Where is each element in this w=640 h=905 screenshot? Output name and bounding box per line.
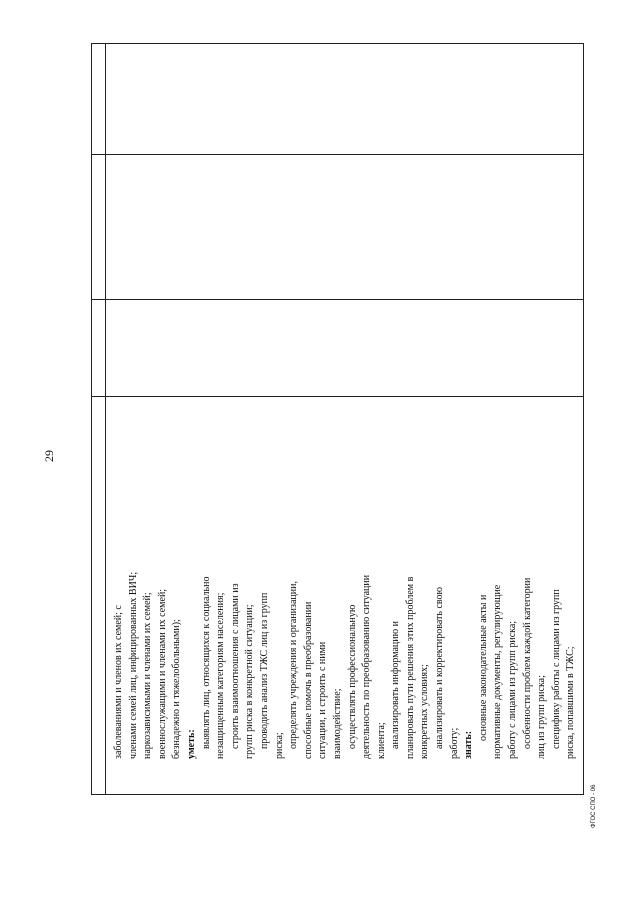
text-line: работу с лицами из групп риска; <box>507 620 519 759</box>
text-line: специфику работы с лицами из групп <box>550 589 562 749</box>
text-line: незащищенным категориям населения; <box>215 592 227 759</box>
table-row-divider <box>92 299 583 300</box>
section-heading-znat: знать: <box>463 730 475 759</box>
text-line: работу; <box>448 727 460 759</box>
section-heading-umet: уметь: <box>185 729 197 759</box>
text-line: наркозависимыми и членами их семей; <box>142 592 154 759</box>
text-line: деятельность по преобразованию ситуации <box>361 574 373 759</box>
text-line: конкретных условиях; <box>419 664 431 759</box>
text-line: осуществлять профессиональную <box>346 604 358 749</box>
text-line: планировать пути решения этих проблем в <box>404 576 416 759</box>
competency-text <box>110 542 578 765</box>
text-line: особенности проблем каждой категории <box>521 577 533 749</box>
footer-standard-label: ФГОС СПО - 06 <box>591 784 597 828</box>
table-row-divider <box>92 154 583 155</box>
text-line: основные законодательные акты и <box>477 594 489 741</box>
text-line: нормативные документы, регулирующие <box>492 584 504 759</box>
table-row-divider <box>92 396 583 397</box>
text-line: анализировать и корректировать свою <box>434 586 446 749</box>
text-line: групп риска в конкретной ситуации; <box>244 604 256 759</box>
text-line: риска, попавшими в ТЖС; <box>565 646 577 759</box>
table-column-divider <box>105 44 106 794</box>
text-line: строить взаимоотношения с лицами из <box>229 583 241 749</box>
text-line: безнадежно и тяжелобольными); <box>171 619 183 759</box>
text-line: способные помочь в преобразовании <box>302 601 314 759</box>
text-line: определять учреждения и организации, <box>288 581 300 749</box>
text-line: ситуации, и строить с ними <box>317 641 329 759</box>
text-line: риска; <box>273 732 285 759</box>
text-line: клиента; <box>375 722 387 759</box>
text-line: взаимодействие; <box>331 688 343 759</box>
text-line: анализировать информацию и <box>390 621 402 749</box>
text-line: лиц из групп риска; <box>536 675 548 759</box>
page-number: 29 <box>42 450 56 462</box>
text-line: военнослужащими и членами их семей; <box>156 588 168 759</box>
text-line: членами семей лиц, инфицированных ВИЧ; <box>127 571 139 759</box>
text-line: выявлять лиц, относящихся к социально <box>200 576 212 749</box>
text-line: проводить анализ ТЖС лиц из групп <box>258 592 270 749</box>
text-line: заболеваниями и членов их семей; с <box>113 605 124 759</box>
